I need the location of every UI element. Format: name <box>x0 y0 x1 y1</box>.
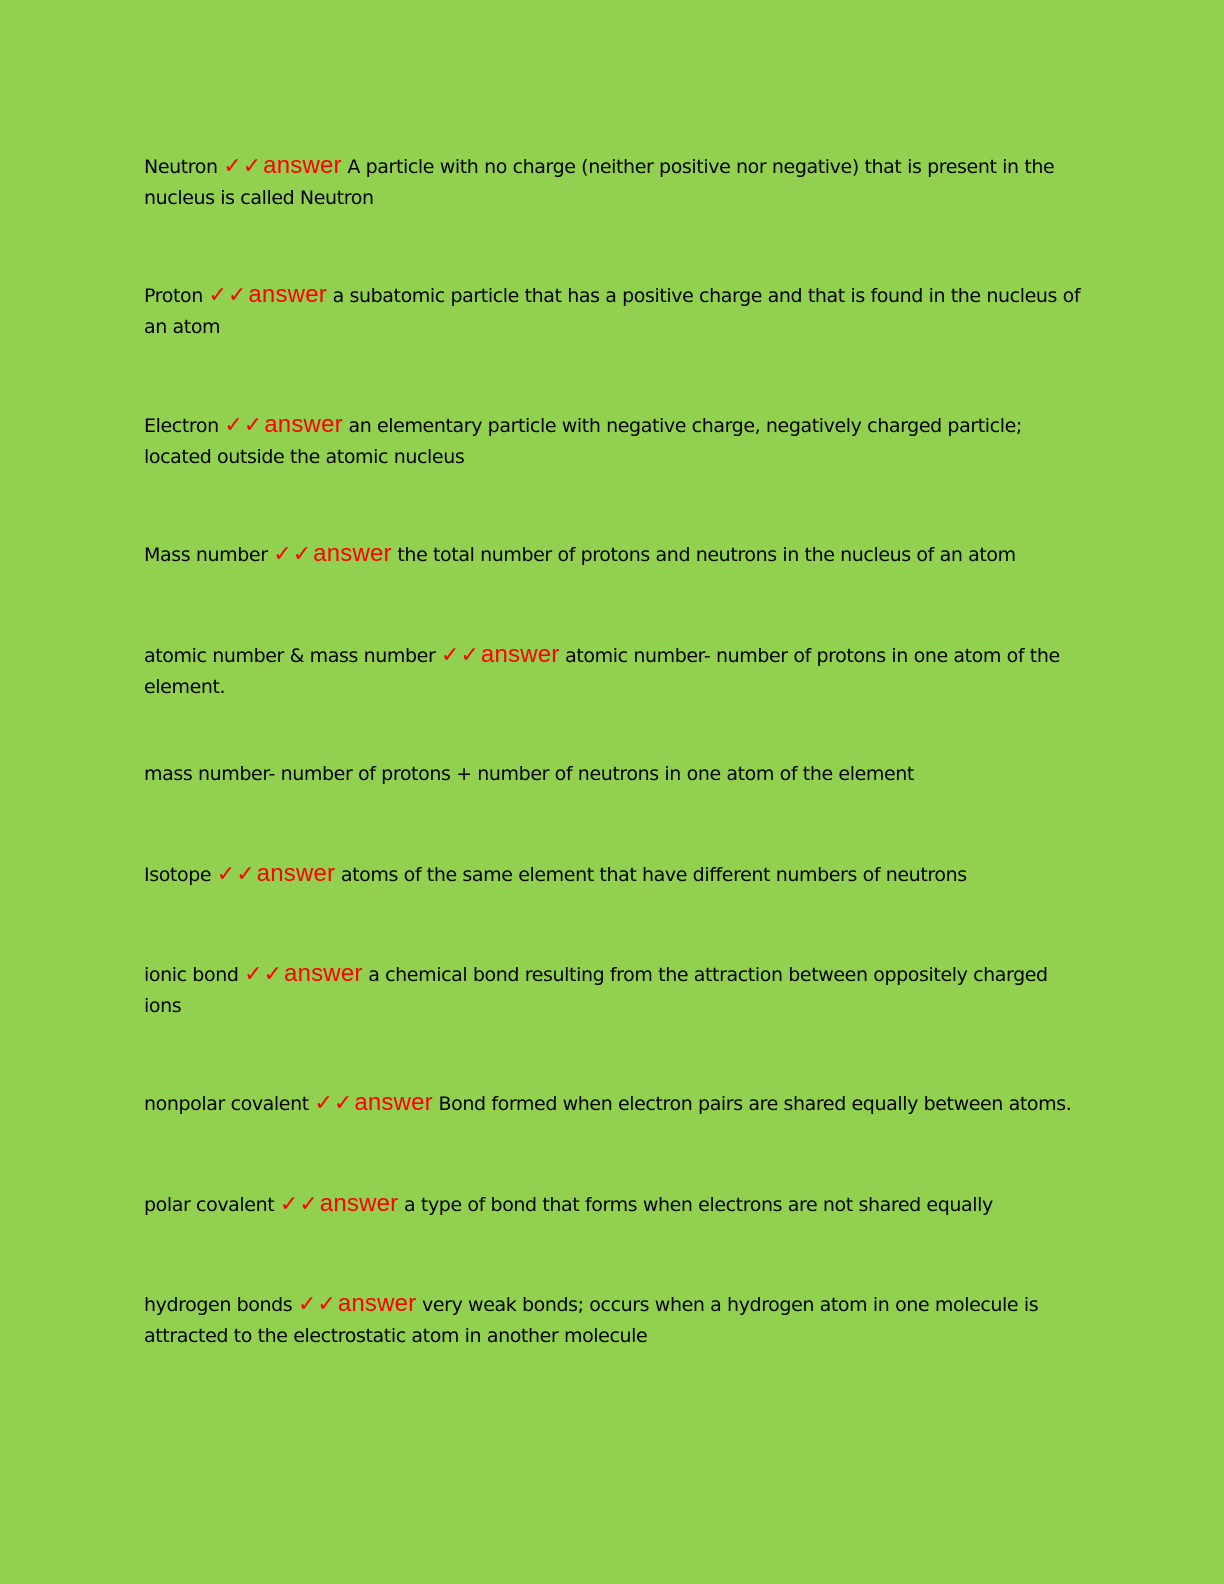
checkmark-icon: ✓✓ <box>208 283 248 308</box>
answer-marker <box>209 280 327 308</box>
definition: an elementary particle with negative charge, negatively charged particle; located outside the atomic nucleus <box>144 415 1022 468</box>
term: Proton <box>144 285 203 307</box>
answer-marker <box>298 1289 416 1317</box>
answer-label: answer <box>284 960 363 987</box>
answer-label: answer <box>263 152 342 179</box>
term: nonpolar covalent <box>144 1093 309 1115</box>
term: Mass number <box>144 544 268 566</box>
answer-marker <box>244 959 362 987</box>
answer-marker <box>223 151 341 179</box>
entry-electron <box>144 409 1084 473</box>
answer-label: answer <box>319 1190 399 1217</box>
answer-label: answer <box>264 411 343 438</box>
term: polar covalent <box>144 1194 275 1216</box>
checkmark-icon: ✓✓ <box>216 862 256 887</box>
answer-label: answer <box>248 281 327 308</box>
definition: atomic number- number of protons in one atom of the element. <box>144 645 1060 698</box>
definition: very weak bonds; occurs when a hydrogen atom in one molecule is attracted to the electrostatic atom in another molecule <box>144 1294 1039 1347</box>
answer-marker <box>314 1088 432 1116</box>
entry-atomic-and-mass-number <box>144 639 1084 703</box>
term: atomic number & mass number <box>144 645 436 667</box>
checkmark-icon: ✓✓ <box>223 154 263 179</box>
entry-proton <box>144 279 1084 343</box>
answer-marker <box>441 640 559 668</box>
entry-ionic-bond <box>144 958 1084 1022</box>
checkmark-icon: ✓✓ <box>224 413 264 438</box>
definition: atoms of the same element that have different numbers of neutrons <box>340 864 967 886</box>
entry-neutron <box>144 150 1084 214</box>
answer-marker <box>217 859 335 887</box>
definition: a type of bond that forms when electrons are not shared equally <box>404 1194 993 1216</box>
term: Isotope <box>144 864 212 886</box>
entry-polar-covalent <box>144 1188 1084 1221</box>
definition: A particle with no charge (neither positive nor negative) that is present in the nucleus is called Neutron <box>144 156 1055 209</box>
answer-label: answer <box>337 1290 417 1317</box>
entry-isotope <box>144 858 1084 891</box>
checkmark-icon: ✓✓ <box>441 643 480 668</box>
answer-marker <box>280 1189 398 1217</box>
answer-label: answer <box>480 641 560 668</box>
checkmark-icon: ✓✓ <box>314 1091 354 1116</box>
checkmark-icon: ✓✓ <box>244 962 284 987</box>
checkmark-icon: ✓✓ <box>297 1292 337 1317</box>
entry-hydrogen-bonds <box>144 1288 1084 1352</box>
definition: Bond formed when electron pairs are shared equally between atoms. <box>438 1093 1072 1115</box>
entry-mass-number-note <box>144 759 1084 790</box>
note-text: mass number- number of protons + number of neutrons in one atom of the element <box>144 763 914 785</box>
checkmark-icon: ✓✓ <box>273 542 313 567</box>
entry-nonpolar-covalent <box>144 1087 1084 1120</box>
answer-marker <box>273 539 391 567</box>
definition: the total number of protons and neutrons in the nucleus of an atom <box>397 544 1016 566</box>
definition: a chemical bond resulting from the attraction between oppositely charged ions <box>144 964 1048 1017</box>
answer-label: answer <box>313 540 392 567</box>
answer-marker <box>224 410 342 438</box>
answer-label: answer <box>354 1089 433 1116</box>
term: hydrogen bonds <box>144 1294 293 1316</box>
term: Electron <box>144 415 219 437</box>
term: Neutron <box>144 156 218 178</box>
term: ionic bond <box>144 964 239 986</box>
entry-mass-number <box>144 538 1084 571</box>
definition: a subatomic particle that has a positive charge and that is found in the nucleus of an atom <box>144 285 1081 338</box>
answer-label: answer <box>256 860 336 887</box>
checkmark-icon: ✓✓ <box>279 1192 319 1217</box>
